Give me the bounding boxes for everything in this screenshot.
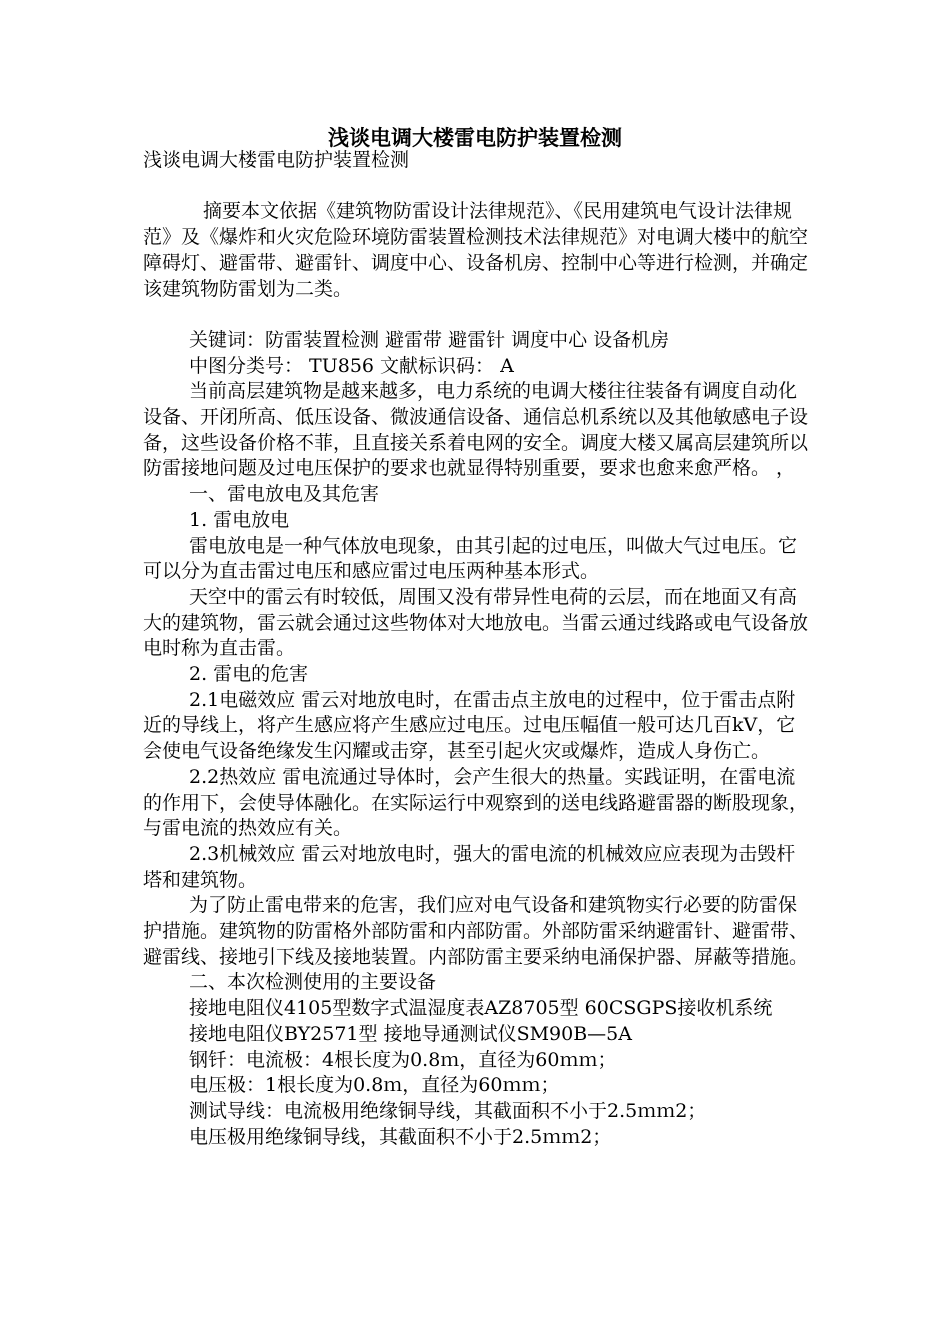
body-paragraph: 雷电放电是一种气体放电现象，由其引起的过电压，叫做大气过电压。它可以分为直击雷过电压和感应雷过电压两种基本形式。 <box>143 534 798 583</box>
page-title: 浅谈电调大楼雷电防护装置检测 <box>328 125 622 150</box>
spacer <box>143 302 808 328</box>
body-paragraph: 2.1电磁效应 雷云对地放电时，在雷击点主放电的过程中，位于雷击点附近的导线上，将产生感应将产生感应过电压。过电压幅值一般可达几百kV，它会使电气设备绝缘发生闪耀或击穿，甚至引起火灾或爆炸，造成人身伤亡。 <box>143 688 796 763</box>
section-heading: 二、本次检测使用的主要设备 <box>189 971 437 994</box>
abstract-paragraph: 摘要本文依据《建筑物防雷设计法律规范》、《民用建筑电气设计法律规范》及《爆炸和火灾危险环境防雷装置检测技术法律规范》对电调大楼中的航空障碍灯、避雷带、避雷针、调度中心、设备机房、控制中心等进行检测，并确定该建筑物防雷划为二类。 <box>143 200 809 300</box>
equipment-line: 电压极用绝缘铜导线，其截面积不小于2.5ｍｍ2； <box>189 1125 612 1148</box>
section-heading: 一、雷电放电及其危害 <box>189 483 380 506</box>
body-paragraph: 为了防止雷电带来的危害，我们应对电气设备和建筑物实行必要的防雷保护措施。建筑物的防雷格外部防雷和内部防雷。外部防雷采纳避雷针、避雷带、避雷线、接地引下线及接地装置。内部防雷主要采纳电涌保护器、屏蔽等措施。 <box>143 894 809 968</box>
equipment-line: 接地电阻仪4105型数字式温湿度表AZ8705型 60CSGPS接收机系统 <box>189 997 773 1020</box>
body-paragraph: 当前高层建筑物是越来越多，电力系统的电调大楼往往装备有调度自动化设备、开闭所高、低压设备、微波通信设备、通信总机系统以及其他敏感电子设备，这些设备价格不菲，且直接关系着电网的安全。调度大楼又属高层建筑所以防雷接地问题及过电压保护的要求也就显得特别重要，要求也愈来愈严格。 ， <box>143 380 809 480</box>
equipment-line: 钢钎：电流极：4根长度为0.8ｍ，直径为60ｍｍ； <box>189 1048 617 1071</box>
body-paragraph: 天空中的雷云有时较低，周围又没有带异性电荷的云层，而在地面又有高大的建筑物，雷云就会通过这些物体对大地放电。当雷云通过线路或电气设备放电时称为直击雷。 <box>143 585 809 660</box>
classification-line: 中图分类号： TU856 文献标识码： A <box>189 354 514 377</box>
document-body <box>143 148 808 1150</box>
spacer <box>143 174 808 200</box>
body-paragraph: 2.3机械效应 雷云对地放电时，强大的雷电流的机械效应应表现为击毁杆塔和建筑物。 <box>143 842 796 891</box>
body-paragraph: 2.2热效应 雷电流通过导体时，会产生很大的热量。实践证明，在雷电流的作用下，会使导体融化。在实际运行中观察到的送电线路避雷器的断股现象，与雷电流的热效应有关。 <box>143 765 809 840</box>
equipment-line: 电压极：1根长度为0.8ｍ，直径为60ｍｍ； <box>189 1074 560 1097</box>
keywords-line: 关键词：防雷装置检测 避雷带 避雷针 调度中心 设备机房 <box>189 328 670 351</box>
subtitle: 浅谈电调大楼雷电防护装置检测 <box>143 149 410 171</box>
subsection-heading: 1. 雷电放电 <box>189 508 290 531</box>
equipment-line: 测试导线：电流极用绝缘铜导线，其截面积不小于2.5ｍｍ2； <box>189 1099 707 1122</box>
equipment-line: 接地电阻仪BY2571型 接地导通测试仪SM90B—5A <box>189 1022 632 1045</box>
subsection-heading: 2. 雷电的危害 <box>189 663 309 686</box>
